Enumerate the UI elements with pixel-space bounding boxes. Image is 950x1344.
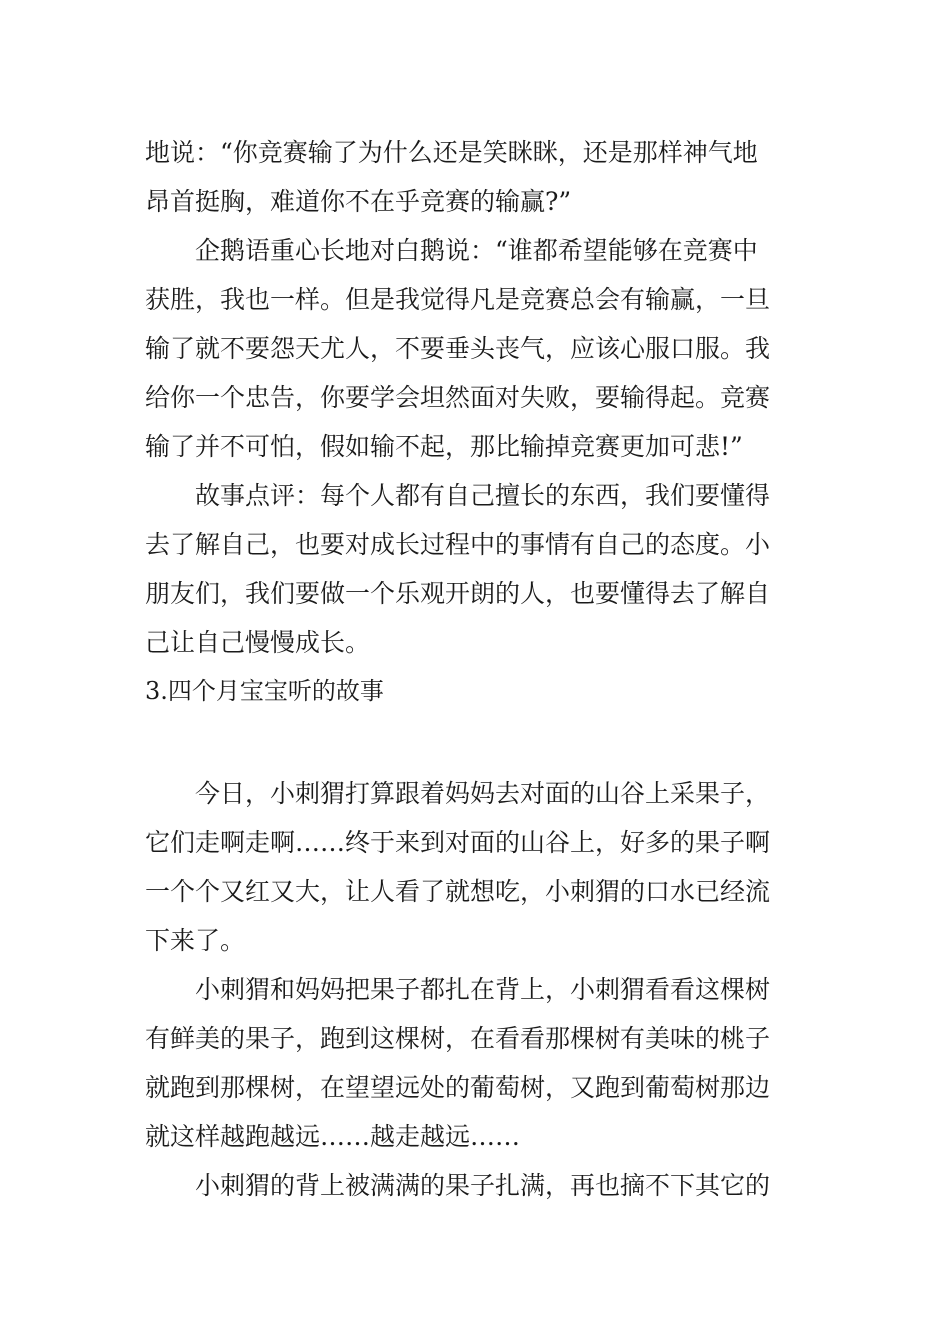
paragraph-2 (145, 226, 810, 471)
text-line: 获胜，我也一样。但是我觉得凡是竞赛总会有输赢，一旦 (145, 285, 771, 314)
text-line: 给你一个忠告，你要学会坦然面对失败，要输得起。竞赛 (145, 383, 771, 412)
text-line: 小刺猬和妈妈把果子都扎在背上，小刺猬看看这棵树 (195, 975, 771, 1004)
text-line: 小刺猬的背上被满满的果子扎满，再也摘不下其它的 (195, 1171, 771, 1200)
paragraph-1 (145, 128, 810, 226)
text-line: 有鲜美的果子，跑到这棵树，在看看那棵树有美味的桃子 (145, 1024, 771, 1053)
document-body (145, 128, 810, 1210)
section-heading: 3.四个月宝宝听的故事 (145, 677, 384, 705)
paragraph-5 (145, 965, 810, 1161)
blank-spacer (145, 716, 810, 769)
text-line: 故事点评：每个人都有自己擅长的东西，我们要懂得 (195, 481, 771, 510)
text-line: 地说：“你竞赛输了为什么还是笑眯眯，还是那样神气地 (145, 138, 758, 167)
text-line: 就跑到那棵树，在望望远处的葡萄树，又跑到葡萄树那边 (145, 1073, 771, 1102)
text-line: 输了就不要怨天尤人，不要垂头丧气，应该心服口服。我 (145, 334, 771, 363)
paragraph-3 (145, 471, 810, 667)
paragraph-4 (145, 769, 810, 965)
text-line: 企鹅语重心长地对白鹅说：“谁都希望能够在竞赛中 (195, 236, 758, 265)
text-line: 昂首挺胸，难道你不在乎竞赛的输赢?” (145, 187, 572, 216)
text-line: 它们走啊走啊……终于来到对面的山谷上，好多的果子啊 (145, 828, 771, 857)
text-line: 下来了。 (145, 926, 246, 955)
text-line: 一个个又红又大，让人看了就想吃，小刺猬的口水已经流 (145, 877, 771, 906)
text-line: 己让自己慢慢成长。 (145, 628, 371, 657)
text-line: 今日，小刺猬打算跟着妈妈去对面的山谷上采果子， (195, 779, 771, 808)
text-line: 输了并不可怕，假如输不起，那比输掉竞赛更加可悲!” (145, 432, 743, 461)
paragraph-6 (145, 1161, 810, 1210)
text-line: 就这样越跑越远……越走越远…… (145, 1122, 521, 1151)
text-line: 去了解自己，也要对成长过程中的事情有自己的态度。小 (145, 530, 771, 559)
text-line: 朋友们，我们要做一个乐观开朗的人，也要懂得去了解自 (145, 579, 771, 608)
